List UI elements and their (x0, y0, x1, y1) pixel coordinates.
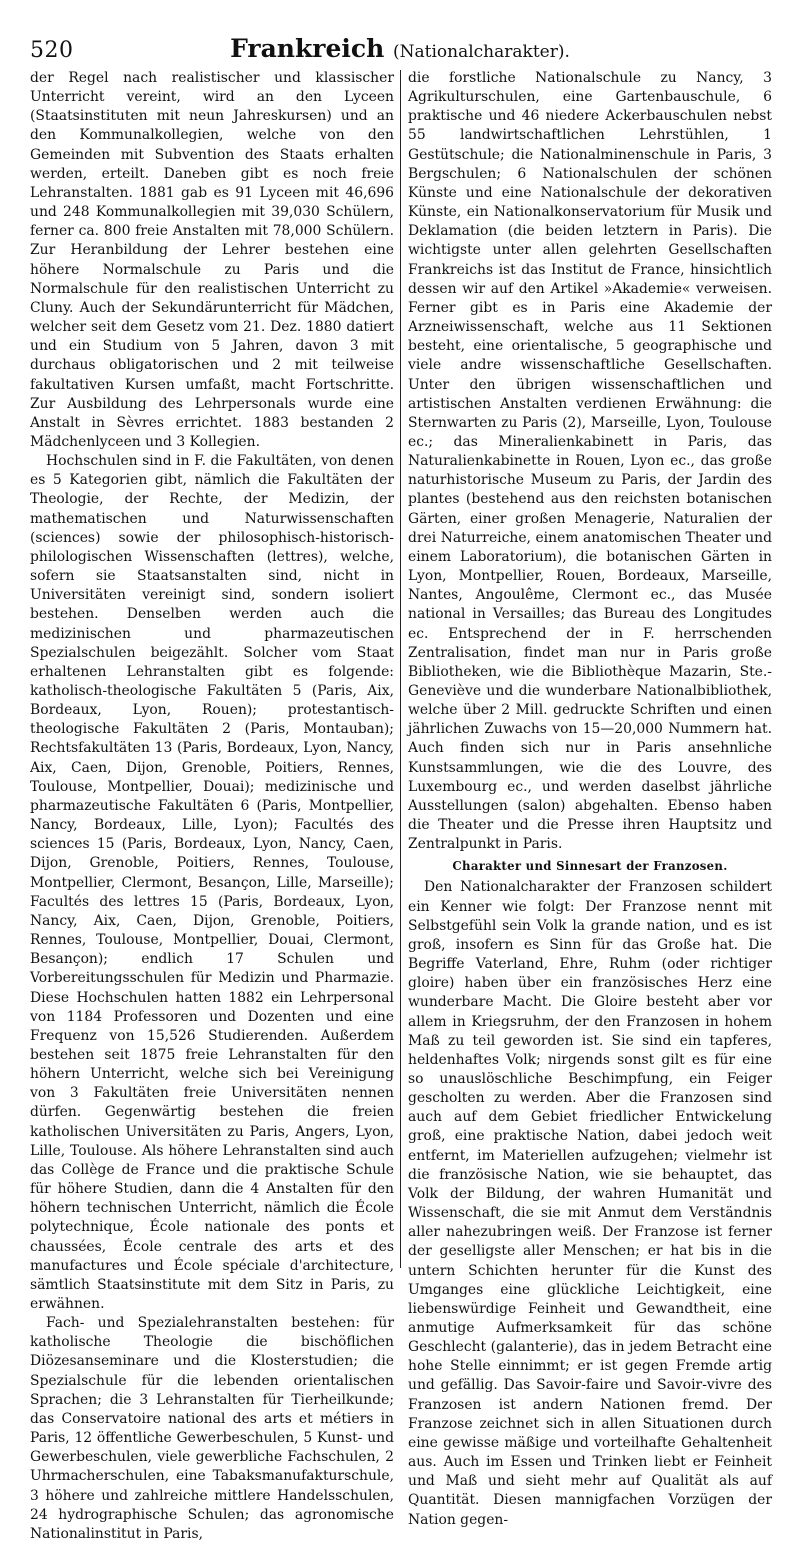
running-title-sub: (Nationalcharakter). (392, 42, 570, 62)
paragraph: die forstliche Nationalschule zu Nancy, 3 Agrikulturschulen, eine Gartenbauschule, 6 praktische und 46 niedere Ackerbauschulen nebst 55 landwirtschaftlichen Lehrstühlen, 1 Gestütschule; die Nationalminenschule in Paris, 3 Bergschulen; 6 Nationalschulen der schönen Künste und eine Nationalschule der dekorativen Künste, ein Nationalkonservatorium für Musik und Deklamation (die beiden letztern in Paris). Die wichtigste unter allen gelehrten Gesellschaften Frankreichs ist das Institut de France, hinsichtlich dessen wir auf den Artikel »Akademie« verweisen. Ferner gibt es in Paris eine Akademie der Arzneiwissenschaft, welche aus 11 Sektionen besteht, eine orientalische, 5 geographische und viele andre wissenschaftliche Gesellschaften. Unter den übrigen wissenschaftlichen und artistischen Anstalten verdienen Erwähnung: die Sternwarten zu Paris (2), Marseille, Lyon, Toulouse ec.; das Mineralienkabinett in Paris, das Naturalienkabinette in Rouen, Lyon ec., das große naturhistorische Museum zu Paris, der Jardin des plantes (bestehend aus den reichsten botanischen Gärten, einer großen Menagerie, Naturalien der drei Naturreiche, einem anatomischen Theater und einem Laboratorium), die botanischen Gärten in Lyon, Montpellier, Rouen, Bordeaux, Marseille, Nantes, Angoulême, Clermont ec., das Musée national in Versailles; das Bureau des Longitudes ec. Entsprechend der in F. herrschenden Zentralisation, findet man nur in Paris große Bibliotheken, wie die Bibliothèque Mazarin, Ste.-Geneviève und die wunderbare Nationalbibliothek, welche über 2 Mill. gedruckte Schriften und einen jährlichen Zuwachs von 15—20,000 Nummern hat. Auch finden sich nur in Paris ansehnliche Kunstsammlungen, wie die des Louvre, des Luxembourg ec., und werden daselbst jährliche Ausstellungen (salon) abgehalten. Ebenso haben die Theater und die Presse ihren Hauptsitz und Zentralpunkt in Paris. (408, 70, 772, 853)
running-title (0, 34, 800, 63)
paragraph: Fach- und Spezialehranstalten bestehen: für katholische Theologie die bischöflichen Diözesanseminare und die Klosterstudien; die Spezialschule für die lebenden orientalischen Sprachen; die 3 Lehranstalten für Tierheilkunde; das Conservatoire national des arts et métiers in Paris, 12 öffentliche Gewerbeschulen, 5 Kunst- und Gewerbeschulen, viele gewerbliche Fachschulen, 2 Uhrmacherschulen, eine Tabaksmanufakturschule, 3 höhere und zahlreiche mittlere Handelsschulen, 24 hydrographische Schulen; das agronomische Nationalinstitut in Paris, (30, 1315, 394, 1542)
left-column (30, 69, 394, 1542)
page-number: 520 (30, 38, 74, 63)
paragraph: Den Nationalcharakter der Franzosen schildert ein Kenner wie folgt: Der Franzose nennt mit Selbstgefühl sein Volk la grande nation, und es ist groß, insofern es Sinn für das Große hat. Die Begriffe Vaterland, Ehre, Ruhm (oder richtiger gloire) haben über ein französisches Herz eine wunderbare Macht. Die Gloire besteht aber vor allem in Kriegsruhm, der den Franzosen in hohem Maß zu teil geworden ist. Sie sind ein tapferes, heldenhaftes Volk; nirgends sonst gilt es für eine so unauslöschliche Beschimpfung, ein Feiger gescholten zu werden. Aber die Franzosen sind auch auf dem Gebiet friedlicher Entwickelung groß, eine praktische Nation, dabei jedoch weit entfernt, im Materiellen aufzugehen; vielmehr ist die französische Nation, wie sie behauptet, das Volk der Bildung, der wahren Humanität und Wissenschaft, die sie mit Anmut dem Verständnis aller nahezubringen weiß. Der Franzose ist ferner der geselligste aller Menschen; er hat bis in die untern Schichten herunter für die Kunst des Umganges eine glückliche Leichtigkeit, eine liebenswürdige Feinheit und Gewandtheit, eine anmutige Aufmerksamkeit für das schöne Geschlecht (galanterie), das in jedem Betracht eine hohe Stelle einnimmt; er ist gegen Fremde artig und gefällig. Das Savoir-faire und Savoir-vivre des Franzosen ist andern Nationen fremd. Der Franzose zeichnet sich in allen Situationen durch eine gewisse mäßige und vorteilhafte Gehaltenheit aus. Auch im Essen und Trinken liebt er Feinheit und Maß und sieht mehr auf Qualität als auf Quantität. Diesen mannigfachen Vorzügen der Nation gegen- (408, 879, 772, 1528)
column-divider (400, 70, 401, 1268)
paragraph: Hochschulen sind in F. die Fakultäten, von denen es 5 Kategorien gibt, nämlich die Fakultäten der Theologie, der Rechte, der Medizin, der mathematischen und Naturwissenschaften (sciences) sowie der philosophisch-historisch-philologischen Wissenschaften (lettres), welche, sofern sie Staatsanstalten sind, nicht in Universitäten vereinigt sind, sondern isoliert bestehen. Denselben werden auch die medizinischen und pharmazeutischen Spezialschulen beigezählt. Solcher vom Staat erhaltenen Lehranstalten gibt es folgende: katholisch-theologische Fakultäten 5 (Paris, Aix, Bordeaux, Lyon, Rouen); protestantisch-theologische Fakultäten 2 (Paris, Montauban); Rechtsfakultäten 13 (Paris, Bordeaux, Lyon, Nancy, Aix, Caen, Dijon, Grenoble, Poitiers, Rennes, Toulouse, Montpellier, Douai); medizinische und pharmazeutische Fakultäten 6 (Paris, Montpellier, Nancy, Bordeaux, Lille, Lyon); Facultés des sciences 15 (Paris, Bordeaux, Lyon, Nancy, Caen, Dijon, Grenoble, Poitiers, Rennes, Toulouse, Montpellier, Clermont, Besançon, Lille, Marseille); Facultés des lettres 15 (Paris, Bordeaux, Lyon, Nancy, Aix, Caen, Dijon, Grenoble, Poitiers, Rennes, Toulouse, Montpellier, Douai, Clermont, Besançon); endlich 17 Schulen und Vorbereitungsschulen für Medizin und Pharmazie. Diese Hochschulen hatten 1882 ein Lehrpersonal von 1184 Professoren und Dozenten und eine Frequenz von 15,526 Studierenden. Außerdem bestehen seit 1875 freie Lehranstalten für den höhern Unterricht, welche sich bei Vereinigung von 3 Fakultäten freie Universitäten nennen dürfen. Gegenwärtig bestehen die freien katholischen Universitäten zu Paris, Angers, Lyon, Lille, Toulouse. Als höhere Lehranstalten sind auch das Collège de France und die praktische Schule für höhere Studien, dann die 4 Anstalten für den höhern technischen Unterricht, nämlich die École polytechnique, École nationale des ponts et chaussées, École centrale des arts et des manufactures und École spéciale d'architecture, sämtlich Staatsinstitute mit dem Sitz in Paris, zu erwähnen. (30, 453, 394, 1312)
section-heading: Charakter und Sinnesart der Franzosen. (452, 859, 728, 874)
right-column (408, 69, 772, 1528)
running-title-main: Frankreich (230, 34, 385, 63)
paragraph: der Regel nach realistischer und klassischer Unterricht vereint, wird an den Lyceen (Staatsinstituten mit neun Jahreskursen) und an den Kommunalkollegien, welche von den Gemeinden mit Subvention des Staats erhalten werden, erteilt. Daneben gibt es noch freie Lehranstalten. 1881 gab es 91 Lyceen mit 46,696 und 248 Kommunalkollegien mit 39,030 Schülern, ferner ca. 800 freie Anstalten mit 78,000 Schülern. Zur Heranbildung der Lehrer bestehen eine höhere Normalschule zu Paris und die Normalschule für den realistischen Unterricht zu Cluny. Auch der Sekundärunterricht für Mädchen, welcher seit dem Gesetz vom 21. Dez. 1880 datiert und ein Studium von 5 Jahren, davon 3 mit durchaus obligatorischen und 2 mit teilweise fakultativen Kursen umfaßt, macht Fortschritte. Zur Ausbildung des Lehrpersonals wurde eine Anstalt in Sèvres errichtet. 1883 bestanden 2 Mädchenlyceen und 3 Kollegien. (30, 70, 394, 450)
